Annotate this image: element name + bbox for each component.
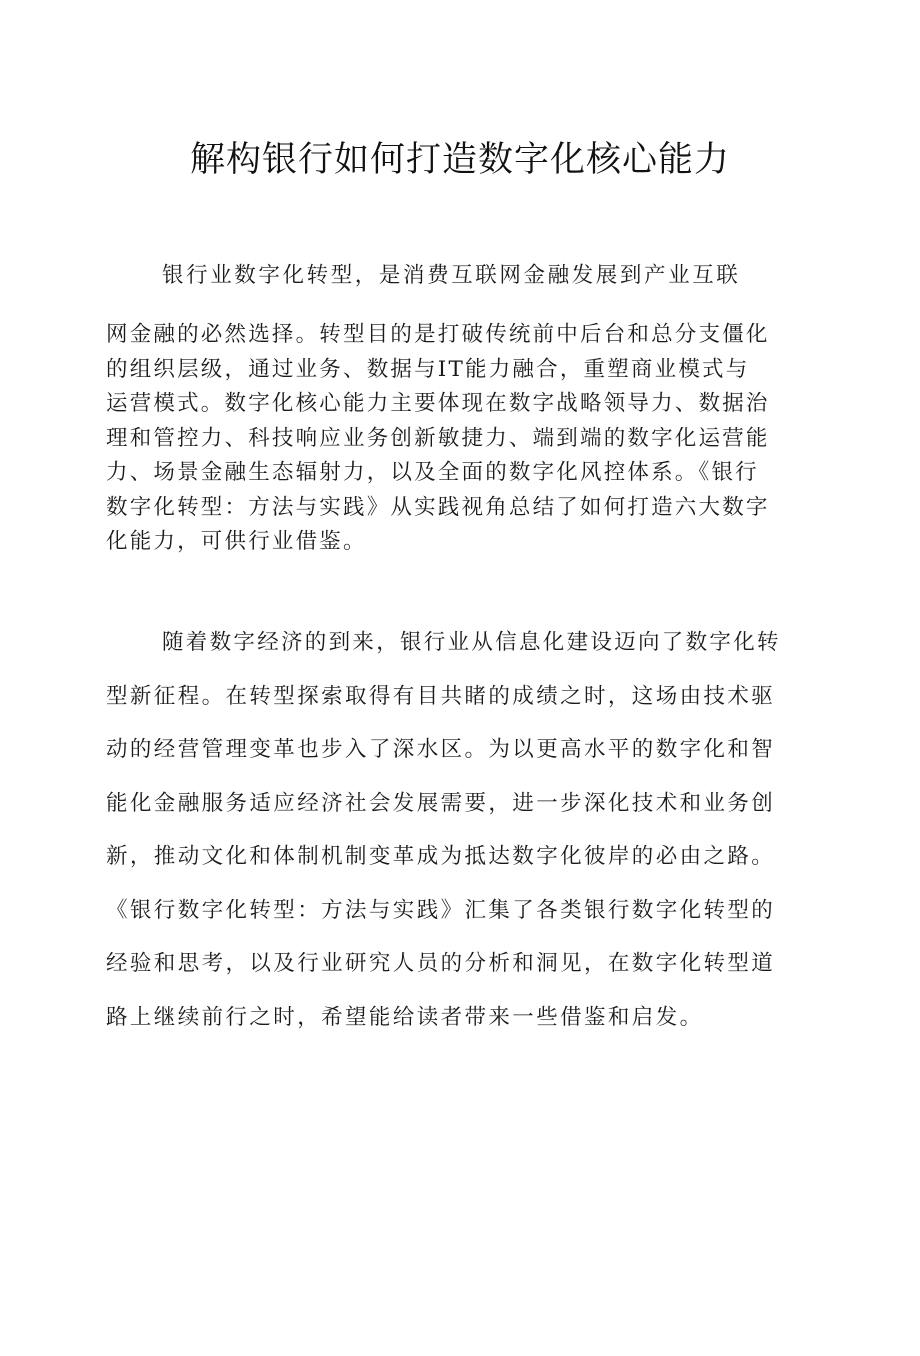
paragraph-2-line: 经验和思考，以及行业研究人员的分析和洞见，在数字化转型道 <box>106 951 776 976</box>
paragraph-2 <box>106 616 846 1044</box>
paragraph-2-line: 新，推动文化和体制机制变革成为抵达数字化彼岸的必由之路。 <box>106 844 776 869</box>
paragraph-1-line: 运营模式。数字化核心能力主要体现在数字战略领导力、数据治 <box>106 391 770 416</box>
paragraph-1-body <box>106 318 826 560</box>
paragraph-1-line: 理和管控力、科技响应业务创新敏捷力、端到端的数字化运营能 <box>106 425 770 451</box>
paragraph-1-line: 的组织层级，通过业务、数据与IT能力融合，重塑商业模式与 <box>106 356 750 382</box>
paragraph-1-line: 网金融的必然选择。转型目的是打破传统前中后台和总分支僵化 <box>106 322 770 347</box>
paragraph-1-line: 数字化转型：方法与实践》从实践视角总结了如何打造六大数字 <box>106 494 770 520</box>
paragraph-1-line: 化能力，可供行业借鉴。 <box>106 529 367 554</box>
paragraph-2-line: 型新征程。在转型探索取得有目共睹的成绩之时，这场由技术驱 <box>106 683 776 709</box>
paragraph-2-line: 路上继续前行之时，希望能给读者带来一些借鉴和启发。 <box>106 1004 704 1030</box>
paragraph-2-line: 《银行数字化转型：方法与实践》汇集了各类银行数字化转型的 <box>106 897 776 923</box>
paragraph-1-line: 力、场景金融生态辐射力，以及全面的数字化风控体系。《银行 <box>106 460 759 485</box>
paragraph-2-line: 随着数字经济的到来，银行业从信息化建设迈向了数字化转 <box>162 630 781 655</box>
document-title: 解构银行如何打造数字化核心能力 <box>189 140 730 180</box>
paragraph-2-line: 动的经营管理变革也步入了深水区。为以更高水平的数字化和智 <box>106 737 776 762</box>
paragraph-2-line: 能化金融服务适应经济社会发展需要，进一步深化技术和业务创 <box>106 790 776 816</box>
paragraph-1-first-line: 银行业数字化转型，是消费互联网金融发展到产业互联 <box>162 263 741 288</box>
